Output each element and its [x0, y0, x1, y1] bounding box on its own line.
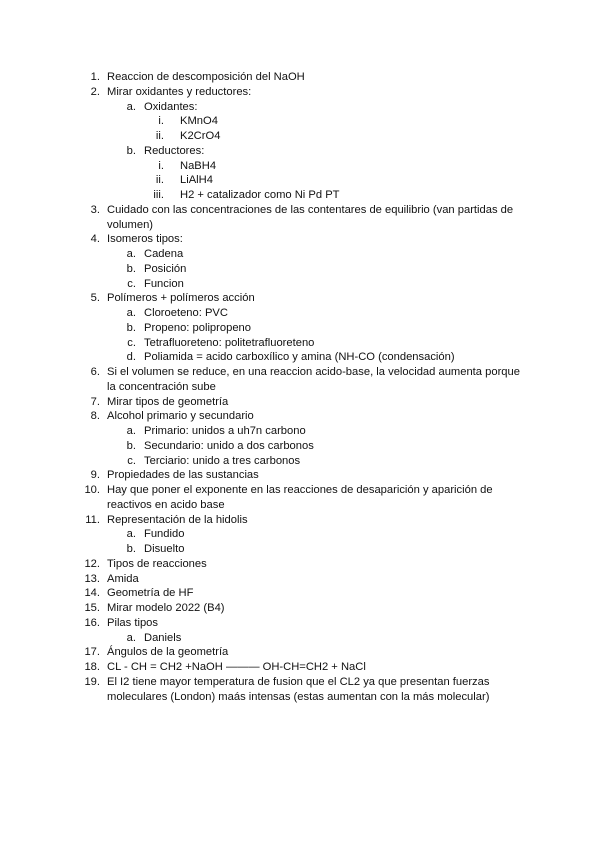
list-marker: 2.: [90, 85, 100, 98]
list-item-text: Fundido: [144, 528, 185, 541]
list-marker: 11.: [85, 513, 100, 526]
list-item-text: Funcion: [144, 277, 184, 290]
list-item: [0, 395, 600, 410]
list-marker: 5.: [90, 292, 100, 305]
list-item: [0, 291, 600, 306]
list-item-text: Isomeros tipos:: [107, 233, 183, 246]
list-item-text: KMnO4: [180, 115, 218, 128]
list-item-text: Representación de la hidolis: [107, 513, 248, 526]
list-marker: 6.: [90, 366, 100, 378]
list-item-text: Propeno: polipropeno: [144, 321, 251, 334]
list-item-text: Si el volumen se reduce, en una reaccion acido-base, la velocidad aumenta porque la concentración sube: [107, 366, 520, 393]
list-item: [0, 454, 600, 469]
list-item-text: Oxidantes:: [144, 100, 198, 113]
list-marker: c.: [127, 277, 136, 290]
list-marker: a.: [126, 631, 136, 644]
list-marker: 17.: [84, 646, 100, 659]
list-marker: a.: [126, 528, 136, 541]
list-item: [0, 129, 600, 144]
list-item-text: Cuidado con las concentraciones de las contentares de equilibrio (van partidas de volumen): [107, 203, 514, 231]
list-item: [0, 645, 600, 660]
list-item-text: Mirar tipos de geometría: [107, 395, 229, 408]
list-marker: b.: [126, 144, 136, 157]
list-item-text: Pilas tipos: [107, 616, 158, 629]
list-item-text: Ángulos de la geometría: [107, 646, 229, 659]
list-marker: a.: [126, 425, 136, 437]
list-marker: 14.: [84, 587, 100, 600]
list-marker: ii.: [155, 174, 164, 187]
list-item: [0, 675, 600, 705]
list-item: [0, 660, 600, 675]
list-item-text: Geometría de HF: [107, 587, 194, 600]
list-item-text: Polímeros + polímeros acción: [107, 292, 255, 305]
list-item-text: Disuelto: [144, 543, 185, 555]
list-item-text: CL - CH = CH2 +NaOH ——— OH-CH=CH2 + NaCl: [107, 661, 366, 673]
list-item-text: Propiedades de las sustancias: [107, 469, 259, 482]
list-item-text: Tipos de reacciones: [107, 557, 207, 570]
list-item: [0, 306, 600, 321]
list-item-text: Poliamida = acido carboxílico y amina (NH-CO (condensación): [144, 351, 455, 364]
list-item: [0, 616, 600, 631]
list-marker: 18.: [84, 661, 100, 673]
list-item-text: Secundario: unido a dos carbonos: [144, 439, 314, 452]
list-marker: 7.: [90, 395, 100, 408]
list-item: [0, 321, 600, 336]
list-marker: 12.: [84, 557, 100, 570]
list-item: [0, 336, 600, 351]
list-marker: 1.: [90, 71, 100, 83]
list-item: [0, 85, 600, 100]
list-item: [0, 277, 600, 292]
list-item: [0, 114, 600, 129]
list-item: [0, 100, 600, 115]
list-item: [0, 439, 600, 454]
list-marker: a.: [126, 100, 136, 113]
list-marker: 15.: [84, 602, 100, 614]
list-marker: a.: [126, 248, 136, 260]
list-item-text: Cloroeteno: PVC: [144, 307, 228, 319]
list-item: [0, 70, 600, 85]
list-item-text: K2CrO4: [180, 130, 221, 142]
list-item: [0, 557, 600, 572]
list-item: [0, 203, 600, 233]
list-marker: 4.: [90, 233, 100, 246]
list-marker: 10.: [84, 484, 100, 496]
list-item-text: Cadena: [144, 248, 184, 260]
list-item: [0, 483, 600, 513]
list-item: [0, 159, 600, 174]
list-marker: 9.: [90, 469, 100, 482]
list-item-text: Mirar modelo 2022 (B4): [107, 602, 225, 614]
list-item-text: El I2 tiene mayor temperatura de fusion que el CL2 ya que presentan fuerzas moleculares (London) maás intensas (estas aumentan con la más molecular): [107, 675, 490, 703]
list-item: [0, 144, 600, 159]
list-item-text: LiAlH4: [180, 174, 213, 187]
list-item: [0, 188, 600, 203]
list-marker: a.: [126, 307, 136, 319]
list-marker: b.: [126, 543, 136, 555]
list-marker: c.: [127, 336, 136, 349]
list-item: [0, 365, 600, 395]
list-marker: d.: [126, 351, 136, 364]
list-item-text: Hay que poner el exponente en las reacciones de desaparición y aparición de reactivos en acido base: [107, 484, 493, 511]
list-marker: c.: [127, 454, 136, 467]
list-marker: 13.: [84, 572, 100, 585]
list-item-text: Amida: [107, 572, 139, 585]
list-marker: 3.: [90, 203, 100, 216]
list-marker: b.: [126, 262, 136, 275]
list-item: [0, 468, 600, 483]
list-marker: i.: [158, 115, 164, 128]
list-marker: iii.: [153, 189, 164, 201]
list-item: [0, 409, 600, 424]
list-marker: 19.: [84, 675, 100, 688]
list-item: [0, 631, 600, 646]
list-item: [0, 424, 600, 439]
list-item-text: H2 + catalizador como Ni Pd PT: [180, 189, 340, 201]
list-item: [0, 173, 600, 188]
list-item: [0, 572, 600, 587]
list-item-text: Reductores:: [144, 144, 205, 157]
list-item: [0, 601, 600, 616]
list-item: [0, 527, 600, 542]
list-marker: 8.: [90, 410, 100, 423]
list-item-text: NaBH4: [180, 159, 217, 172]
list-item-text: Terciario: unido a tres carbonos: [144, 454, 301, 467]
list-item: [0, 513, 600, 528]
list-marker: i.: [158, 159, 164, 172]
list-item-text: Daniels: [144, 631, 182, 644]
list-item-text: Posición: [144, 262, 187, 275]
list-item-text: Reaccion de descomposición del NaOH: [107, 71, 305, 83]
list-item: [0, 232, 600, 247]
list-marker: b.: [126, 321, 136, 334]
list-item-text: Mirar oxidantes y reductores:: [107, 85, 252, 98]
list-item: [0, 586, 600, 601]
list-item: [0, 262, 600, 277]
list-item-text: Tetrafluoreteno: politetrafluoreteno: [144, 336, 315, 349]
list-marker: ii.: [155, 130, 164, 142]
list-item-text: Alcohol primario y secundario: [107, 410, 254, 423]
list-item: [0, 247, 600, 262]
list-item: [0, 350, 600, 365]
list-item-text: Primario: unidos a uh7n carbono: [144, 425, 306, 437]
list-marker: b.: [126, 439, 136, 452]
list-item: [0, 542, 600, 557]
list-marker: 16.: [84, 616, 100, 629]
document-page: [0, 70, 600, 704]
